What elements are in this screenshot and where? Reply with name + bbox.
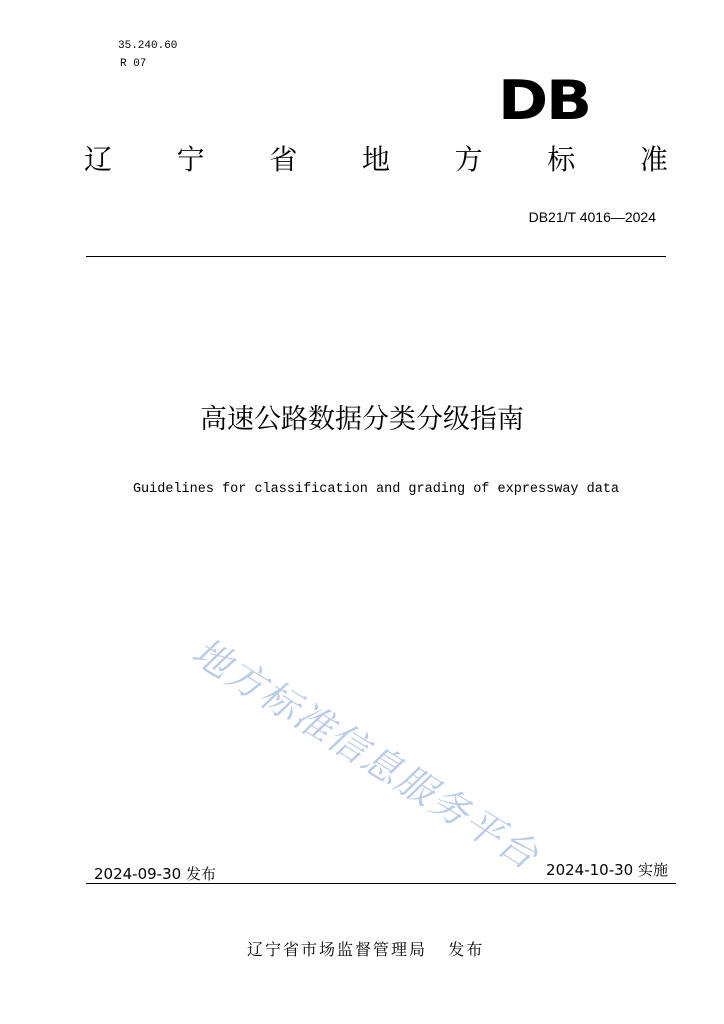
standard-type-char: 地 bbox=[361, 143, 390, 176]
db-logo: DB bbox=[498, 69, 590, 132]
standard-type-heading bbox=[84, 140, 668, 180]
standard-number: DB21/T 4016—2024 bbox=[528, 209, 656, 225]
title-english: Guidelines for classification and grading of expressway data bbox=[132, 482, 620, 497]
standard-type-char: 标 bbox=[547, 143, 576, 176]
ccs-code: R 07 bbox=[120, 58, 147, 70]
bottom-divider bbox=[86, 883, 676, 884]
top-divider bbox=[86, 256, 666, 257]
title-chinese: 高速公路数据分类分级指南 bbox=[200, 404, 524, 435]
ics-code: 35.240.60 bbox=[118, 40, 178, 52]
standard-type-char: 辽 bbox=[84, 143, 113, 176]
publisher: 辽宁省市场监督管理局 发布 bbox=[247, 940, 485, 959]
standard-type-char: 省 bbox=[269, 143, 298, 176]
issue-date: 2024-09-30 发布 bbox=[94, 865, 216, 883]
implementation-date: 2024-10-30 实施 bbox=[546, 861, 668, 879]
standard-type-char: 准 bbox=[639, 143, 668, 176]
standard-type-char: 宁 bbox=[176, 143, 205, 176]
watermark: 地方标准信息服务平台 bbox=[184, 629, 547, 879]
standard-type-char: 方 bbox=[454, 143, 483, 176]
